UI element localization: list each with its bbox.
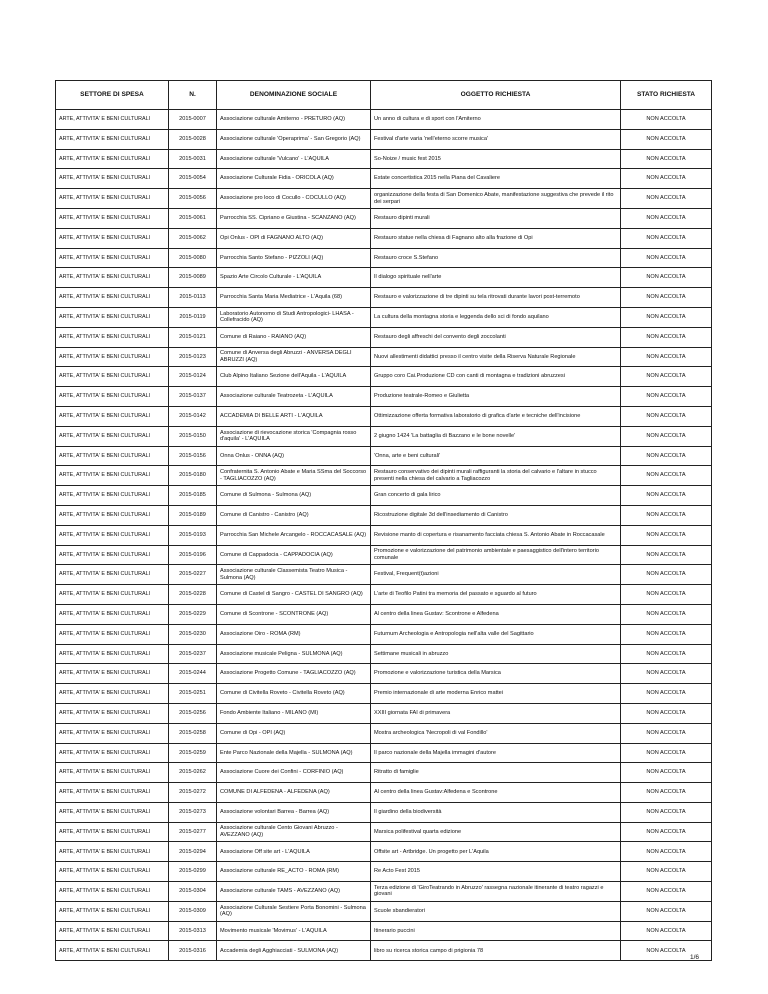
cell-denominazione: Associazione Cuore dei Confini - CORFINIO (AQ) bbox=[217, 763, 371, 783]
cell-stato: NON ACCOLTA bbox=[621, 783, 712, 803]
cell-numero: 2015-0080 bbox=[169, 248, 217, 268]
cell-stato: NON ACCOLTA bbox=[621, 822, 712, 842]
table-row bbox=[56, 387, 712, 407]
cell-settore: ARTE, ATTIVITA' E BENI CULTURALI bbox=[56, 307, 169, 327]
table-row bbox=[56, 921, 712, 941]
cell-oggetto: So-Noize / music fest 2015 bbox=[371, 149, 621, 169]
header-oggetto: OGGETTO RICHIESTA bbox=[371, 81, 621, 110]
cell-settore: ARTE, ATTIVITA' E BENI CULTURALI bbox=[56, 842, 169, 862]
table-row bbox=[56, 446, 712, 466]
cell-settore: ARTE, ATTIVITA' E BENI CULTURALI bbox=[56, 585, 169, 605]
cell-oggetto: Itinerario puccini bbox=[371, 921, 621, 941]
cell-denominazione: Club Alpino Italiano Sezione dell'Aquila - L'AQUILA bbox=[217, 367, 371, 387]
cell-numero: 2015-0062 bbox=[169, 228, 217, 248]
header-denominazione: DENOMINAZIONE SOCIALE bbox=[217, 81, 371, 110]
cell-numero: 2015-0121 bbox=[169, 327, 217, 347]
table-row bbox=[56, 743, 712, 763]
cell-oggetto: Restauro statue nella chiesa di Fagnano alto alla frazione di Opi bbox=[371, 228, 621, 248]
cell-stato: NON ACCOLTA bbox=[621, 941, 712, 961]
cell-settore: ARTE, ATTIVITA' E BENI CULTURALI bbox=[56, 446, 169, 466]
table-row bbox=[56, 585, 712, 605]
cell-denominazione: Associazione musicale Peligna - SULMONA (AQ) bbox=[217, 644, 371, 664]
cell-denominazione: Accademia degli Agghiacciati - SULMONA (AQ) bbox=[217, 941, 371, 961]
cell-denominazione: ACCADEMIA DI BELLE ARTI - L'AQUILA bbox=[217, 406, 371, 426]
cell-settore: ARTE, ATTIVITA' E BENI CULTURALI bbox=[56, 703, 169, 723]
table-row bbox=[56, 545, 712, 565]
cell-numero: 2015-0180 bbox=[169, 466, 217, 486]
cell-numero: 2015-0185 bbox=[169, 486, 217, 506]
cell-oggetto: 'Onna, arte e beni culturali' bbox=[371, 446, 621, 466]
cell-numero: 2015-0299 bbox=[169, 862, 217, 882]
cell-numero: 2015-0316 bbox=[169, 941, 217, 961]
table-row bbox=[56, 367, 712, 387]
cell-oggetto: Estate concertistica 2015 nella Piana del Cavaliere bbox=[371, 169, 621, 189]
header-settore: SETTORE DI SPESA bbox=[56, 81, 169, 110]
cell-settore: ARTE, ATTIVITA' E BENI CULTURALI bbox=[56, 406, 169, 426]
cell-oggetto: Ritratto di famiglie bbox=[371, 763, 621, 783]
cell-denominazione: Parrocchia Santo Stefano - PIZZOLI (AQ) bbox=[217, 248, 371, 268]
cell-stato: NON ACCOLTA bbox=[621, 149, 712, 169]
cell-stato: NON ACCOLTA bbox=[621, 644, 712, 664]
cell-numero: 2015-0123 bbox=[169, 347, 217, 367]
table-row bbox=[56, 862, 712, 882]
cell-denominazione: Parrocchia SS. Cipriano e Giustina - SCANZANO (AQ) bbox=[217, 208, 371, 228]
cell-numero: 2015-0054 bbox=[169, 169, 217, 189]
table-row bbox=[56, 664, 712, 684]
cell-stato: NON ACCOLTA bbox=[621, 466, 712, 486]
cell-denominazione: Comune di Canistro - Canistro (AQ) bbox=[217, 505, 371, 525]
cell-stato: NON ACCOLTA bbox=[621, 525, 712, 545]
cell-settore: ARTE, ATTIVITA' E BENI CULTURALI bbox=[56, 684, 169, 704]
cell-stato: NON ACCOLTA bbox=[621, 446, 712, 466]
cell-numero: 2015-0061 bbox=[169, 208, 217, 228]
cell-numero: 2015-0259 bbox=[169, 743, 217, 763]
cell-stato: NON ACCOLTA bbox=[621, 842, 712, 862]
table-row bbox=[56, 525, 712, 545]
cell-oggetto: Premio internazionale di arte moderna Enrico mattei bbox=[371, 684, 621, 704]
cell-stato: NON ACCOLTA bbox=[621, 110, 712, 130]
cell-denominazione: Associazione volontari Barrea - Barrea (AQ) bbox=[217, 802, 371, 822]
cell-settore: ARTE, ATTIVITA' E BENI CULTURALI bbox=[56, 189, 169, 209]
table-row bbox=[56, 208, 712, 228]
cell-settore: ARTE, ATTIVITA' E BENI CULTURALI bbox=[56, 921, 169, 941]
cell-numero: 2015-0007 bbox=[169, 110, 217, 130]
cell-settore: ARTE, ATTIVITA' E BENI CULTURALI bbox=[56, 525, 169, 545]
cell-oggetto: Al centro della linea Gustav: Scontrone e Alfedena bbox=[371, 604, 621, 624]
cell-stato: NON ACCOLTA bbox=[621, 802, 712, 822]
cell-numero: 2015-0258 bbox=[169, 723, 217, 743]
table-row bbox=[56, 565, 712, 585]
cell-oggetto: Offsite art - Artbridge. Un progetto per L'Aquila bbox=[371, 842, 621, 862]
cell-oggetto: Restauro dipinti murali bbox=[371, 208, 621, 228]
table-row bbox=[56, 307, 712, 327]
table-row bbox=[56, 327, 712, 347]
cell-numero: 2015-0309 bbox=[169, 901, 217, 921]
cell-denominazione: Opi Onlus - OPI di FAGNANO ALTO (AQ) bbox=[217, 228, 371, 248]
cell-stato: NON ACCOLTA bbox=[621, 387, 712, 407]
cell-denominazione: Associazione Culturale Fidia - ORICOLA (AQ) bbox=[217, 169, 371, 189]
cell-denominazione: Comune di Scontrone - SCONTRONE (AQ) bbox=[217, 604, 371, 624]
cell-stato: NON ACCOLTA bbox=[621, 585, 712, 605]
cell-settore: ARTE, ATTIVITA' E BENI CULTURALI bbox=[56, 763, 169, 783]
cell-settore: ARTE, ATTIVITA' E BENI CULTURALI bbox=[56, 288, 169, 308]
cell-stato: NON ACCOLTA bbox=[621, 367, 712, 387]
requests-table bbox=[55, 80, 712, 961]
table-row bbox=[56, 466, 712, 486]
cell-stato: NON ACCOLTA bbox=[621, 307, 712, 327]
cell-numero: 2015-0229 bbox=[169, 604, 217, 624]
table-row bbox=[56, 684, 712, 704]
cell-denominazione: Associazione Culturale Sestiere Porta Bonomini - Sulmona (AQ) bbox=[217, 901, 371, 921]
cell-settore: ARTE, ATTIVITA' E BENI CULTURALI bbox=[56, 545, 169, 565]
cell-stato: NON ACCOLTA bbox=[621, 505, 712, 525]
cell-stato: NON ACCOLTA bbox=[621, 228, 712, 248]
cell-oggetto: Al centro della linea Gustav:Alfedena e Scontrone bbox=[371, 783, 621, 803]
cell-settore: ARTE, ATTIVITA' E BENI CULTURALI bbox=[56, 367, 169, 387]
table-row bbox=[56, 505, 712, 525]
cell-denominazione: Movimento musicale 'Movimus' - L'AQUILA bbox=[217, 921, 371, 941]
cell-settore: ARTE, ATTIVITA' E BENI CULTURALI bbox=[56, 882, 169, 902]
cell-numero: 2015-0237 bbox=[169, 644, 217, 664]
cell-oggetto: Produzione teatrale-Romeo e Giulietta bbox=[371, 387, 621, 407]
cell-denominazione: Comune di Opi - OPI (AQ) bbox=[217, 723, 371, 743]
cell-settore: ARTE, ATTIVITA' E BENI CULTURALI bbox=[56, 169, 169, 189]
cell-settore: ARTE, ATTIVITA' E BENI CULTURALI bbox=[56, 149, 169, 169]
table-row bbox=[56, 703, 712, 723]
cell-numero: 2015-0137 bbox=[169, 387, 217, 407]
cell-denominazione: Comune di Cappadocia - CAPPADOCIA (AQ) bbox=[217, 545, 371, 565]
cell-denominazione: COMUNE DI ALFEDENA - ALFEDENA (AQ) bbox=[217, 783, 371, 803]
cell-denominazione: Ente Parco Nazionale della Majella - SULMONA (AQ) bbox=[217, 743, 371, 763]
table-row bbox=[56, 228, 712, 248]
cell-stato: NON ACCOLTA bbox=[621, 545, 712, 565]
cell-settore: ARTE, ATTIVITA' E BENI CULTURALI bbox=[56, 387, 169, 407]
cell-stato: NON ACCOLTA bbox=[621, 327, 712, 347]
cell-denominazione: Associazione culturale Cento Giovani Abruzzo - AVEZZANO (AQ) bbox=[217, 822, 371, 842]
cell-oggetto: Marsica polifestival quarta edizione bbox=[371, 822, 621, 842]
cell-numero: 2015-0227 bbox=[169, 565, 217, 585]
cell-numero: 2015-0193 bbox=[169, 525, 217, 545]
cell-settore: ARTE, ATTIVITA' E BENI CULTURALI bbox=[56, 268, 169, 288]
table-row bbox=[56, 406, 712, 426]
table-row bbox=[56, 941, 712, 961]
cell-settore: ARTE, ATTIVITA' E BENI CULTURALI bbox=[56, 802, 169, 822]
cell-denominazione: Associazione culturale Amiterno - PRETURO (AQ) bbox=[217, 110, 371, 130]
cell-settore: ARTE, ATTIVITA' E BENI CULTURALI bbox=[56, 783, 169, 803]
cell-settore: ARTE, ATTIVITA' E BENI CULTURALI bbox=[56, 347, 169, 367]
cell-numero: 2015-0272 bbox=[169, 783, 217, 803]
cell-numero: 2015-0031 bbox=[169, 149, 217, 169]
cell-settore: ARTE, ATTIVITA' E BENI CULTURALI bbox=[56, 110, 169, 130]
cell-oggetto: Il dialogo spirituale nell'arte bbox=[371, 268, 621, 288]
table-row bbox=[56, 486, 712, 506]
cell-denominazione: Confraternita S. Antonio Abate e Maria SSma del Soccorso - TAGLIACOZZO (AQ) bbox=[217, 466, 371, 486]
cell-oggetto: Festival d'arte varia 'nell'eterno scorre musica' bbox=[371, 129, 621, 149]
cell-oggetto: Il parco nazionale della Majella immagini d'autore bbox=[371, 743, 621, 763]
cell-denominazione: Associazione culturale TAMS - AVEZZANO (AQ) bbox=[217, 882, 371, 902]
cell-denominazione: Comune di Raiano - RAIANO (AQ) bbox=[217, 327, 371, 347]
cell-oggetto: Re Acto Fest 2015 bbox=[371, 862, 621, 882]
cell-denominazione: Onna Onlus - ONNA (AQ) bbox=[217, 446, 371, 466]
cell-denominazione: Associazione culturale 'Vulcano' - L'AQUILA bbox=[217, 149, 371, 169]
table-row bbox=[56, 723, 712, 743]
cell-numero: 2015-0124 bbox=[169, 367, 217, 387]
cell-stato: NON ACCOLTA bbox=[621, 347, 712, 367]
cell-oggetto: L'arte di Teofilo Patini tra memoria del passato e sguardo al futuro bbox=[371, 585, 621, 605]
table-header-row bbox=[56, 81, 712, 110]
table-row bbox=[56, 149, 712, 169]
cell-numero: 2015-0294 bbox=[169, 842, 217, 862]
table-row bbox=[56, 644, 712, 664]
cell-settore: ARTE, ATTIVITA' E BENI CULTURALI bbox=[56, 486, 169, 506]
cell-oggetto: XXIII giornata FAI di primavera bbox=[371, 703, 621, 723]
cell-settore: ARTE, ATTIVITA' E BENI CULTURALI bbox=[56, 208, 169, 228]
cell-oggetto: Restauro croce S.Stefano bbox=[371, 248, 621, 268]
cell-numero: 2015-0113 bbox=[169, 288, 217, 308]
cell-stato: NON ACCOLTA bbox=[621, 921, 712, 941]
table-row bbox=[56, 882, 712, 902]
cell-oggetto: Restauro e valorizzazione di tre dipinti su tela ritrovati durante lavori post-terremoto bbox=[371, 288, 621, 308]
cell-numero: 2015-0277 bbox=[169, 822, 217, 842]
cell-oggetto: Gruppo coro Cai.Produzione CD con canti di montagna e tradizioni abruzzesi bbox=[371, 367, 621, 387]
cell-oggetto: Promozione e valorizzazione del patrimonio ambientale e paesaggistico dell'intero territorio comunale bbox=[371, 545, 621, 565]
cell-oggetto: 2 giugno 1424 'La battaglia di Bazzano e le bone novelle' bbox=[371, 426, 621, 446]
cell-settore: ARTE, ATTIVITA' E BENI CULTURALI bbox=[56, 466, 169, 486]
cell-stato: NON ACCOLTA bbox=[621, 169, 712, 189]
cell-denominazione: Parrocchia Santa Maria Mediatrice - L'Aquila (68) bbox=[217, 288, 371, 308]
cell-stato: NON ACCOLTA bbox=[621, 604, 712, 624]
cell-settore: ARTE, ATTIVITA' E BENI CULTURALI bbox=[56, 822, 169, 842]
cell-settore: ARTE, ATTIVITA' E BENI CULTURALI bbox=[56, 743, 169, 763]
cell-settore: ARTE, ATTIVITA' E BENI CULTURALI bbox=[56, 644, 169, 664]
cell-stato: NON ACCOLTA bbox=[621, 901, 712, 921]
header-numero: N. bbox=[169, 81, 217, 110]
header-stato: STATO RICHIESTA bbox=[621, 81, 712, 110]
cell-oggetto: Promozione e valorizzazione turistica della Marsica bbox=[371, 664, 621, 684]
cell-numero: 2015-0313 bbox=[169, 921, 217, 941]
cell-stato: NON ACCOLTA bbox=[621, 763, 712, 783]
cell-settore: ARTE, ATTIVITA' E BENI CULTURALI bbox=[56, 901, 169, 921]
cell-oggetto: Il giardino della biodiversità bbox=[371, 802, 621, 822]
cell-oggetto: Settimane musicali in abruzzo bbox=[371, 644, 621, 664]
cell-settore: ARTE, ATTIVITA' E BENI CULTURALI bbox=[56, 248, 169, 268]
cell-settore: ARTE, ATTIVITA' E BENI CULTURALI bbox=[56, 228, 169, 248]
cell-settore: ARTE, ATTIVITA' E BENI CULTURALI bbox=[56, 565, 169, 585]
table-row bbox=[56, 268, 712, 288]
cell-oggetto: Un anno di cultura e di sport con l'Amiterno bbox=[371, 110, 621, 130]
cell-stato: NON ACCOLTA bbox=[621, 268, 712, 288]
table-row bbox=[56, 901, 712, 921]
cell-settore: ARTE, ATTIVITA' E BENI CULTURALI bbox=[56, 624, 169, 644]
cell-denominazione: Comune di Civitella Roveto - Civitella Roveto (AQ) bbox=[217, 684, 371, 704]
cell-oggetto: Gran concerto di gala lirico bbox=[371, 486, 621, 506]
cell-stato: NON ACCOLTA bbox=[621, 189, 712, 209]
cell-denominazione: Fondo Ambiente Italiano - MILANO (MI) bbox=[217, 703, 371, 723]
cell-stato: NON ACCOLTA bbox=[621, 565, 712, 585]
table-row bbox=[56, 822, 712, 842]
cell-denominazione: Associazione culturale Classemista Teatro Musica - Sulmona (AQ) bbox=[217, 565, 371, 585]
cell-numero: 2015-0150 bbox=[169, 426, 217, 446]
table-row bbox=[56, 189, 712, 209]
cell-settore: ARTE, ATTIVITA' E BENI CULTURALI bbox=[56, 129, 169, 149]
cell-stato: NON ACCOLTA bbox=[621, 723, 712, 743]
table-row bbox=[56, 802, 712, 822]
cell-denominazione: Spazio Arte Circolo Culturale - L'AQUILA bbox=[217, 268, 371, 288]
cell-stato: NON ACCOLTA bbox=[621, 288, 712, 308]
cell-settore: ARTE, ATTIVITA' E BENI CULTURALI bbox=[56, 505, 169, 525]
cell-oggetto: Futurnum Archeologia e Antropologia nell'alta valle del Sagittario bbox=[371, 624, 621, 644]
cell-numero: 2015-0273 bbox=[169, 802, 217, 822]
cell-settore: ARTE, ATTIVITA' E BENI CULTURALI bbox=[56, 327, 169, 347]
table-row bbox=[56, 248, 712, 268]
cell-oggetto: Nuovi allestimenti didattici presso il centro visite della Riserva Naturale Regionale bbox=[371, 347, 621, 367]
cell-settore: ARTE, ATTIVITA' E BENI CULTURALI bbox=[56, 862, 169, 882]
cell-denominazione: Associazione di rievocazione storica 'Compagnia rosso d'aquila' - L'AQUILA bbox=[217, 426, 371, 446]
cell-numero: 2015-0028 bbox=[169, 129, 217, 149]
cell-numero: 2015-0256 bbox=[169, 703, 217, 723]
cell-numero: 2015-0304 bbox=[169, 882, 217, 902]
cell-oggetto: Restauro degli affreschi del convento degli zoccolanti bbox=[371, 327, 621, 347]
cell-denominazione: Laboratorio Autonomo di Studi Antropologici- LHASA - Collefracido (AQ) bbox=[217, 307, 371, 327]
cell-settore: ARTE, ATTIVITA' E BENI CULTURALI bbox=[56, 941, 169, 961]
table-row bbox=[56, 842, 712, 862]
cell-stato: NON ACCOLTA bbox=[621, 664, 712, 684]
cell-denominazione: Associazione Progetto Comune - TAGLIACOZZO (AQ) bbox=[217, 664, 371, 684]
table-row bbox=[56, 426, 712, 446]
cell-oggetto: Ricostruzione digitale 3d dell'insediamento di Canistro bbox=[371, 505, 621, 525]
cell-denominazione: Comune di Anversa degli Abruzzi - ANVERSA DEGLI ABRUZZI (AQ) bbox=[217, 347, 371, 367]
page-number: 1/6 bbox=[690, 954, 700, 961]
table-row bbox=[56, 129, 712, 149]
cell-oggetto: Mostra archeologica 'Necropoli di val Fondillo' bbox=[371, 723, 621, 743]
cell-denominazione: Associazione culturale RE_ACTO - ROMA (RM) bbox=[217, 862, 371, 882]
cell-oggetto: La cultura della montagna storia e leggenda dello sci di fondo aquilano bbox=[371, 307, 621, 327]
cell-denominazione: Associazione pro loco di Cocullo - COCULLO (AQ) bbox=[217, 189, 371, 209]
cell-denominazione: Associazione Off site art - L'AQUILA bbox=[217, 842, 371, 862]
cell-stato: NON ACCOLTA bbox=[621, 684, 712, 704]
table-row bbox=[56, 763, 712, 783]
cell-denominazione: Comune di Castel di Sangro - CASTEL DI SANGRO (AQ) bbox=[217, 585, 371, 605]
cell-denominazione: Parrocchia San Michele Arcangelo - ROCCACASALE (AQ) bbox=[217, 525, 371, 545]
cell-stato: NON ACCOLTA bbox=[621, 624, 712, 644]
cell-stato: NON ACCOLTA bbox=[621, 486, 712, 506]
cell-settore: ARTE, ATTIVITA' E BENI CULTURALI bbox=[56, 426, 169, 446]
table-row bbox=[56, 347, 712, 367]
cell-stato: NON ACCOLTA bbox=[621, 703, 712, 723]
cell-numero: 2015-0089 bbox=[169, 268, 217, 288]
cell-oggetto: Revisione manto di copertura e risanamento facciata chiesa S. Antonio Abate in Roccacasale bbox=[371, 525, 621, 545]
cell-denominazione: Associazione culturale Teatrozeta - L'AQUILA bbox=[217, 387, 371, 407]
cell-oggetto: organizzazione della festa di San Domenico Abate, manifestazione suggestiva che prevede il rito dei serpari bbox=[371, 189, 621, 209]
cell-numero: 2015-0056 bbox=[169, 189, 217, 209]
cell-numero: 2015-0189 bbox=[169, 505, 217, 525]
cell-numero: 2015-0196 bbox=[169, 545, 217, 565]
cell-oggetto: Terza edizione di 'GiroTeatrando in Abruzzo' rassegna nazionale itinerante di teatro ragazzi e giovani bbox=[371, 882, 621, 902]
cell-numero: 2015-0119 bbox=[169, 307, 217, 327]
cell-numero: 2015-0244 bbox=[169, 664, 217, 684]
table-row bbox=[56, 110, 712, 130]
cell-oggetto: Scuole sbandieratori bbox=[371, 901, 621, 921]
cell-numero: 2015-0156 bbox=[169, 446, 217, 466]
cell-settore: ARTE, ATTIVITA' E BENI CULTURALI bbox=[56, 664, 169, 684]
cell-numero: 2015-0230 bbox=[169, 624, 217, 644]
cell-numero: 2015-0251 bbox=[169, 684, 217, 704]
cell-stato: NON ACCOLTA bbox=[621, 406, 712, 426]
cell-stato: NON ACCOLTA bbox=[621, 248, 712, 268]
cell-oggetto: Restauro conservativo dei dipinti murali raffiguranti la storia del calvario e l'altare in stucco presenti nella chiesa del calvario a Tagliacozzo bbox=[371, 466, 621, 486]
cell-denominazione: Associazione culturale 'Operaprima' - San Gregorio (AQ) bbox=[217, 129, 371, 149]
cell-settore: ARTE, ATTIVITA' E BENI CULTURALI bbox=[56, 604, 169, 624]
cell-stato: NON ACCOLTA bbox=[621, 129, 712, 149]
cell-stato: NON ACCOLTA bbox=[621, 743, 712, 763]
cell-oggetto: Ottimizzazione offerta formativa laboratorio di grafica d'arte e tecniche dell'incisione bbox=[371, 406, 621, 426]
table-row bbox=[56, 169, 712, 189]
table-row bbox=[56, 604, 712, 624]
cell-oggetto: Festival, Frequent(t)azioni bbox=[371, 565, 621, 585]
cell-denominazione: Comune di Sulmona - Sulmona (AQ) bbox=[217, 486, 371, 506]
table-row bbox=[56, 783, 712, 803]
cell-numero: 2015-0262 bbox=[169, 763, 217, 783]
table-body bbox=[56, 110, 712, 961]
cell-stato: NON ACCOLTA bbox=[621, 208, 712, 228]
cell-oggetto: libro su ricerca storica campo di prigionia 78 bbox=[371, 941, 621, 961]
cell-numero: 2015-0142 bbox=[169, 406, 217, 426]
cell-settore: ARTE, ATTIVITA' E BENI CULTURALI bbox=[56, 723, 169, 743]
cell-stato: NON ACCOLTA bbox=[621, 862, 712, 882]
table-row bbox=[56, 624, 712, 644]
cell-stato: NON ACCOLTA bbox=[621, 882, 712, 902]
table-row bbox=[56, 288, 712, 308]
cell-stato: NON ACCOLTA bbox=[621, 426, 712, 446]
cell-numero: 2015-0228 bbox=[169, 585, 217, 605]
cell-denominazione: Associazione Oiro - ROMA (RM) bbox=[217, 624, 371, 644]
